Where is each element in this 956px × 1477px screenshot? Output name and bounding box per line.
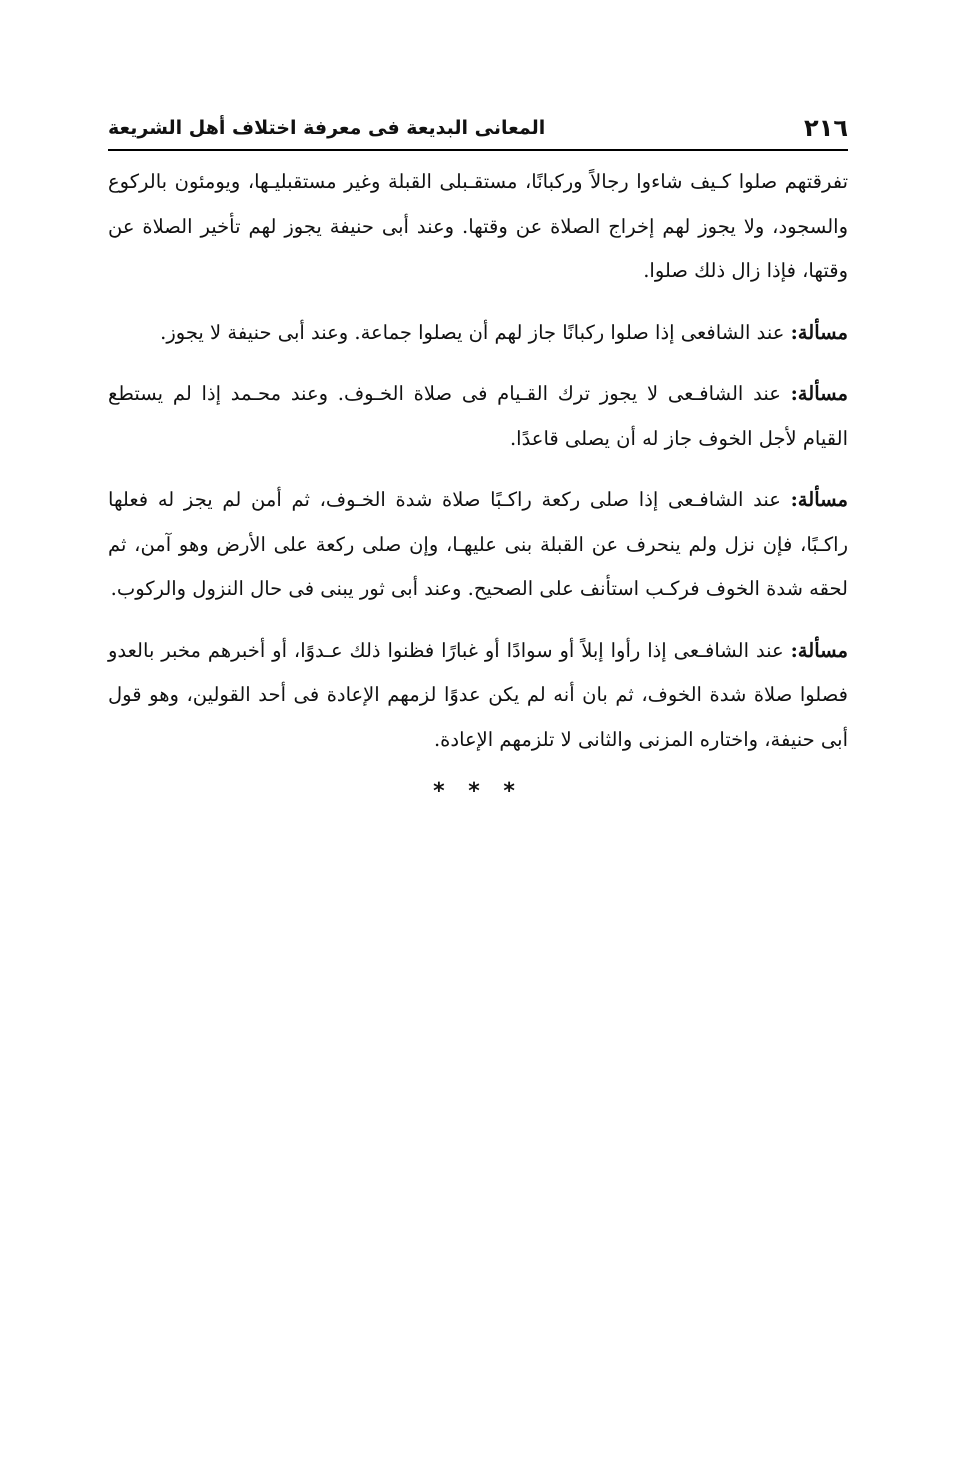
paragraph-4 bbox=[108, 478, 848, 612]
masala-term: مسألة: bbox=[790, 382, 848, 405]
running-title: المعانى البديعة فى معرفة اختلاف أهل الشريعة bbox=[108, 117, 546, 139]
page-body bbox=[108, 160, 848, 804]
masala-term: مسألة: bbox=[790, 320, 848, 344]
paragraph-text: عند الشافـعى إذا صلى ركعة راكـبًا صلاة شدة الخـوف، ثم أمن لم يجز له فعلها راكـبًا، فإن نزل ولم ينحرف عن القبلة بنى عليهـا، وإن صلى ركعة على الأرض وهو آمن، ثم لحقه شدة الخوف فركـب استأنف على الصحيح. وعند أبى ثور يبنى فى حال النزول والركوب. bbox=[108, 488, 848, 600]
paragraph-2 bbox=[108, 311, 848, 356]
paragraph-text: عند الشافـعى إذا رأوا إبلاً أو سوادًا أو غبارًا فظنوا ذلك عـدوًا، أو أخبرهم مخبر بالعدو فصلوا صلاة شدة الخوف، ثم بان أنه لم يكن عدوًا لزمهم الإعادة فى أحد القولين، وهو قول أبى حنيفة، واختاره المزنى والثانى لا تلزمهم الإعادة. bbox=[108, 638, 848, 751]
paragraph-1 bbox=[108, 160, 848, 294]
paragraph-5 bbox=[108, 629, 848, 763]
header-rule bbox=[108, 149, 848, 151]
page-header bbox=[108, 112, 848, 142]
paragraph-3 bbox=[108, 372, 848, 461]
paragraph-text: عند الشافعى إذا صلوا ركبانًا جاز لهم أن يصلوا جماعة. وعند أبى حنيفة لا يجوز. bbox=[160, 320, 791, 344]
paragraph-text: عند الشافـعى لا يجوز ترك القـيام فى صلاة الخـوف. وعند محـمد إذا لم يستطع القيام لأجل الخوف جاز له أن يصلى قاعدًا. bbox=[108, 382, 848, 450]
masala-term: مسألة: bbox=[790, 488, 848, 511]
masala-term: مسألة: bbox=[790, 638, 848, 662]
section-end-marker: * * * bbox=[433, 779, 523, 804]
paragraph-text: تفرقتهم صلوا كـيف شاءوا رجالاً وركبانًا، مستقـبلى القبلة وغير مستقبليـها، ويومئون بالركوع والسجود، ولا يجوز لهم إخراج الصلاة عن وقتها. وعند أبى حنيفة يجوز لهم تأخير الصلاة عن وقتها، فإذا زال ذلك صلوا. bbox=[108, 170, 848, 282]
page-number: ٢١٦ bbox=[804, 114, 848, 142]
